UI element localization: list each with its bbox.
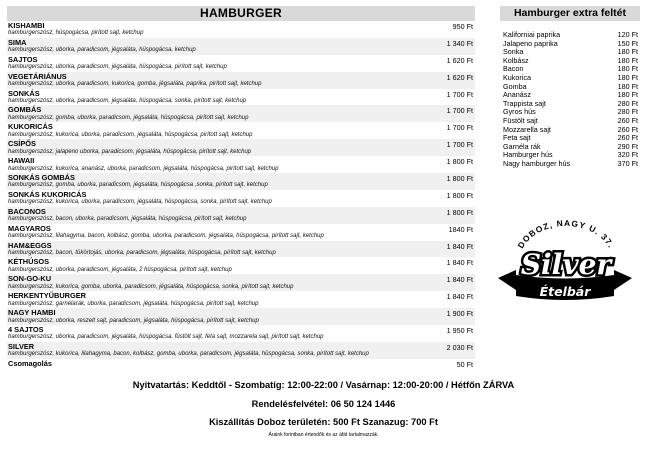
menu-item-price: 1 700 Ft [446,140,473,150]
menu-item-name: SONKÁS [8,88,40,98]
extra-item-price: 180 Ft [617,64,638,74]
menu-item-description: hamburgerszósz, bacon, uborka, paradicsom, jégsaláta, hüspogácsa, pirított sajt, ketchup [8,216,247,223]
extras-list [500,31,640,169]
menu-item-price: 1 700 Ft [446,106,473,116]
menu-item-price: 1 840 Ft [446,275,473,285]
extra-item-price: 180 Ft [617,72,638,82]
extra-item-price: 180 Ft [617,55,638,65]
extra-item-name: Trappista sajt [503,98,546,108]
extra-item-name: Kukorica [503,72,531,82]
menu-item-price: 1 800 Ft [446,174,473,184]
menu-item-description: hamburgerszósz, hüspogácsa, pirított sajt, ketchup [8,30,144,37]
extra-item-price: 150 Ft [617,38,638,48]
menu-item-row [7,173,475,190]
menu-item-description: hamburgerszósz, uborka, reszelt sajt, paradicsom, jégsaláta, hüspogácsa, pirított sajt, ketchup [8,317,259,324]
extra-item-price: 280 Ft [617,107,638,117]
menu-item-description: hamburgerszósz, kukorica, gomba, uborka, paradicsom, jégsaláta, hüspogácsa, sonka, pirított sajt, ketchup [8,283,294,290]
menu-item-row [7,359,475,376]
menu-item-description: hamburgerszósz, uborka, paradicsom, jégsaláta, hüspogácsa, sonka, pirított sajt, ketchup [8,97,247,104]
menu-item-description: hamburgerszósz, gomba, uborka, paradicsom, jégsaláta, hüspogácsa, pirított sajt, ketchup [8,114,249,121]
extra-item-price: 180 Ft [617,47,638,57]
menu-rows [7,21,475,376]
extra-item-price: 260 Ft [617,133,638,143]
menu-item-row [7,21,475,38]
menu-item-name: SON-GO-KU [8,274,52,284]
menu-item-price: 1 800 Ft [446,157,473,167]
extra-item-name: Bacon [503,64,524,74]
extras-title: Hamburger extra feltét [500,6,640,21]
extras-table [500,6,640,169]
menu-item-name: MAGYAROS [8,223,51,233]
menu-item-row [7,122,475,139]
menu-item-name: NAGY HAMBI [8,308,56,318]
menu-item-name: KÉTHÚSOS [8,257,50,267]
menu-item-price: 1 950 Ft [446,326,473,336]
menu-item-price: 1 800 Ft [446,207,473,217]
menu-item-description: hamburgerszósz, uborka, paradicsom, jégsaláta, hüspogácsa, pirított sajt, ketchup [8,64,227,71]
menu-item-name: SIMA [8,37,27,47]
logo-left-banner-tail [498,270,516,290]
menu-item-row [7,105,475,122]
extra-item-name: Füstölt sajt [503,115,538,125]
menu-item-row [7,72,475,89]
menu-item-row [7,224,475,241]
menu-item-name: SONKÁS KUKORICÁS [8,189,87,199]
extra-item-name: Gyros hús [503,107,536,117]
extra-item-name: Kolbász [503,55,529,65]
extra-item-name: Feta sajt [503,133,531,143]
opening-hours: Nyitvatartás: Keddtől - Szombatig: 12:00-22:00 / Vasárnap: 12:00-20:00 / Hétfőn ZÁRVA [132,380,515,390]
menu-item-name: KISHAMBI [8,21,45,30]
menu-item-description: hamburgerszósz, kukorica, lilahagyma, bacon, kolbász, gomba, uborka, paradicsom, jégsaláta, hüspogácsa, sonka, pirított sajt, ketchup [8,351,369,358]
menu-item-price: 1 700 Ft [446,123,473,133]
menu-item-description: hamburgerszósz, lilahagyma, bacon, kolbász, gomba, uborka, paradicsom, jégsaláta, hüspogácsa, pirított sajt, ketchup [8,233,324,240]
menu-item-name: SILVER [8,341,35,351]
menu-item-name: HERKENTYŰBURGER [8,291,87,301]
logo-subtitle: Ételbár [539,284,591,299]
extra-item-name: Mozzarella sajt [503,124,551,134]
menu-item-description: hamburgerszósz, gomba, uborka, paradicsom, jégsaláta, hüspogácsa ,sonka, pirított sajt, ketchup [8,182,268,189]
menu-item-price: 1 800 Ft [446,190,473,200]
menu-item-name: HAM&EGGS [8,240,52,250]
logo-brand: Silver [520,248,612,281]
menu-item-price: 1 840 Ft [446,258,473,268]
menu-item-description: hamburgerszósz, uborka, paradicsom, kukorica, gomba, jégsaláta, paprika, pirított sajt, ketchup [8,81,262,88]
menu-item-name: VEGETÁRIÁNUS [8,71,67,81]
menu-item-description: hamburgerszósz, jalapeno uborka, paradicsom, jégsaláta, hüspogácsa, pirított sajt, ketchup [8,148,252,155]
extra-item-name: Gomba [503,81,527,91]
menu-item-name: GOMBÁS [8,105,42,115]
menu-item-description: hamburgerszósz, uborka, paradicsom, jégsaláta, hüspogácsa, ketchup [8,47,196,54]
menu-item-price: 1 900 Ft [446,309,473,319]
menu-item-row [7,89,475,106]
menu-item-row [7,325,475,342]
menu-item-row [7,139,475,156]
menu-item-price: 1 840 Ft [446,241,473,251]
extra-item-name: Nagy hamburger hús [503,158,571,168]
menu-item-price: 2 030 Ft [446,342,473,352]
menu-item-price: 1840 Ft [448,224,473,234]
extra-item-price: 120 Ft [617,30,638,39]
menu-item-name: SONKÁS GOMBÁS [8,173,75,183]
extra-item-price: 260 Ft [617,124,638,134]
menu-item-description: hamburgerszósz, bacon, tükörtojás, uborka, paradicsom, jégsaláta, hüspogácsa, pirított sajt, ketchup [8,249,276,256]
extra-item-price: 260 Ft [617,115,638,125]
menu-item-price: 1 700 Ft [446,89,473,99]
menu-item-name: CSÍPŐS [8,139,36,149]
extra-item-row [503,160,638,169]
extra-item-name: Ananász [503,90,531,100]
menu-title: HAMBURGER [7,6,475,21]
menu-item-name: 4 SAJTOS [8,325,44,335]
menu-item-row [7,190,475,207]
menu-item-row [7,274,475,291]
menu-item-price: 950 Ft [452,22,473,31]
menu-item-description: hamburgerszósz, kukorica, ananász, uborka, paradicsom, jégsaláta, hüspogácsa, pirított sajt, ketchup [8,165,279,172]
menu-item-price: 1 620 Ft [446,55,473,65]
menu-item-row [7,342,475,359]
extra-item-name: Kaliforniai paprika [503,30,561,39]
menu-item-row [7,291,475,308]
menu-item-name: KUKORICÁS [8,122,53,132]
menu-item-name: SAJTOS [8,54,38,64]
extra-item-name: Hamburger hús [503,150,553,160]
extra-item-price: 180 Ft [617,90,638,100]
menu-item-name: HAWAII [8,156,35,166]
menu-item-name: BACONOS [8,206,46,216]
extra-item-name: Garnéla rák [503,141,541,151]
menu-item-row [7,241,475,258]
menu-item-price: 1 840 Ft [446,292,473,302]
menu-item-row [7,257,475,274]
delivery-fees: Kiszállítás Doboz területén: 500 Ft Szanazug: 700 Ft [209,417,438,427]
menu-item-price: 50 Ft [456,359,473,369]
menu-item-description: hamburgerszósz, uborka, paradicsom, jégsaláta, hüspogácsa, füstölt sajt, feta sajt, mozzarela sajt, pirított sajt, ketchup [8,334,324,341]
extra-item-price: 320 Ft [617,150,638,160]
menu-item-row [7,207,475,224]
extra-item-price: 290 Ft [617,141,638,151]
menu-item-description: hamburgerszósz, garnélarák, uborka, paradicsom, jégsaláta, hüspogácsa, pirított sajt, ketchup [8,300,259,307]
hamburger-menu-table [7,6,475,376]
footer [0,376,647,439]
menu-item-row [7,38,475,55]
extra-item-price: 370 Ft [617,158,638,168]
menu-item-price: 1 340 Ft [446,38,473,48]
menu-item-row [7,55,475,72]
menu-item-description: hamburgerszósz, kukorica, uborka, paradicsom, jégsaláta, hüspogácsa, sonka, pirított sajt, ketchup [8,199,272,206]
extra-item-name: Sonka [503,47,524,57]
logo-right-banner-tail [614,270,632,290]
extra-item-price: 280 Ft [617,98,638,108]
extra-item-name: Jalapeno paprika [503,38,558,48]
extra-item-price: 180 Ft [617,81,638,91]
menu-item-description: hamburgerszósz, kukorica, uborka, paradicsom, jégsaláta, hüspogácsa, pirított sajt, ketchup [8,131,253,138]
menu-item-description: hamburgerszósz, uborka, paradicsom, jégsaláta, 2 hüspogácsa, pirított sajt, ketchup [8,266,232,273]
silver-etelbar-logo [492,218,638,328]
menu-item-name: Csomagolás [8,358,52,368]
menu-item-row [7,156,475,173]
menu-item-price: 1 620 Ft [446,72,473,82]
order-phone: Rendelésfelvétel: 06 50 124 1446 [251,398,396,409]
price-note: Áraink forintban értendők és az áfát tartalmazzák. [268,431,379,438]
logo-address-text: DOBOZ, NAGY U. 37. [515,218,617,251]
menu-item-row [7,308,475,325]
